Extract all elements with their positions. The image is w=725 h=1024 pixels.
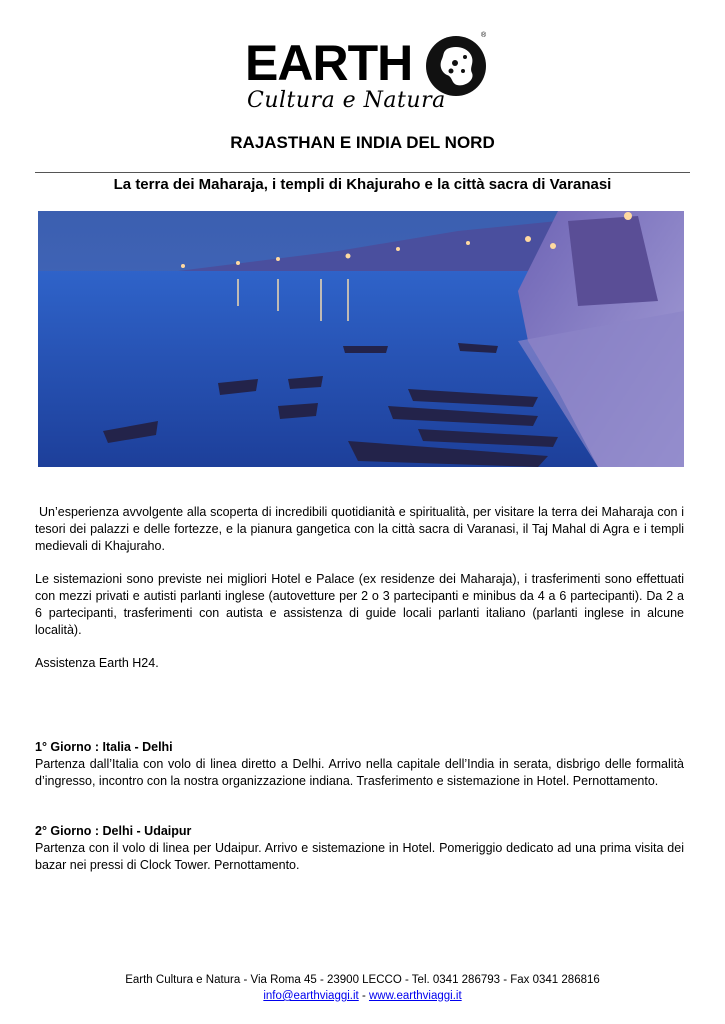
accommodation-paragraph: Le sistemazioni sono previste nei migliori Hotel e Palace (ex residenze dei Maharaja), i trasferimenti sono effettuati con mezzi privati e autisti parlanti inglese (autovetture per 2 o 3 partecipanti e minibus da 4 a 6 partecipanti). Da 2 a 6 partecipanti, trasferimenti con autista e assistenza di guide locali parlanti italiano (parlanti inglese in alcune località).	[35, 572, 684, 637]
email-link[interactable]: info@earthviaggi.it	[263, 990, 359, 1002]
footer-contacts	[0, 988, 725, 1004]
day-description: Partenza dall’Italia con volo di linea diretto a Delhi. Arrivo nella capitale dell’India in serata, disbrigo delle formalità d’ingresso, incontro con la nostra organizzazione indiana. Trasferimento e sistemazione in Hotel. Pernottamento.	[35, 757, 684, 788]
itinerary-day	[35, 823, 684, 874]
day-description: Partenza con il volo di linea per Udaipur. Arrivo e sistemazione in Hotel. Pomeriggio dedicato ad una prima visita dei bazar nei pressi di Clock Tower. Pernottamento.	[35, 841, 684, 872]
registered-mark: ®	[481, 32, 487, 39]
page-subtitle: La terra dei Maharaja, i templi di Khajuraho e la città sacra di Varanasi	[113, 176, 612, 193]
assistance-paragraph: Assistenza Earth H24.	[35, 656, 159, 670]
itinerary-day	[35, 739, 684, 790]
footer-separator: -	[358, 990, 369, 1002]
varanasi-ghats-photo	[38, 211, 684, 467]
page-title: RAJASTHAN E INDIA DEL NORD	[230, 133, 495, 152]
page-footer	[0, 972, 725, 1004]
logo-tagline: Cultura e Natura	[247, 88, 446, 113]
logo-wordmark: EARTH	[245, 35, 413, 91]
website-link[interactable]: www.earthviaggi.it	[368, 990, 462, 1002]
footer-address: Earth Cultura e Natura - Via Roma 45 - 23900 LECCO - Tel. 0341 286793 - Fax 0341 286816	[125, 974, 600, 986]
title-divider	[35, 172, 690, 173]
earth-logo	[245, 32, 495, 114]
day-heading: 1° Giorno : Italia - Delhi	[35, 740, 173, 754]
day-heading: 2° Giorno : Delhi - Udaipur	[35, 824, 192, 838]
intro-paragraph: Un’esperienza avvolgente alla scoperta di incredibili quotidianità e spiritualità, per visitare la terra dei Maharaja con i tesori dei palazzi e delle fortezze, e la pianura gangetica con la città sacra di Varanasi, il Taj Mahal di Agra e i templi medievali di Khajuraho.	[35, 505, 684, 553]
